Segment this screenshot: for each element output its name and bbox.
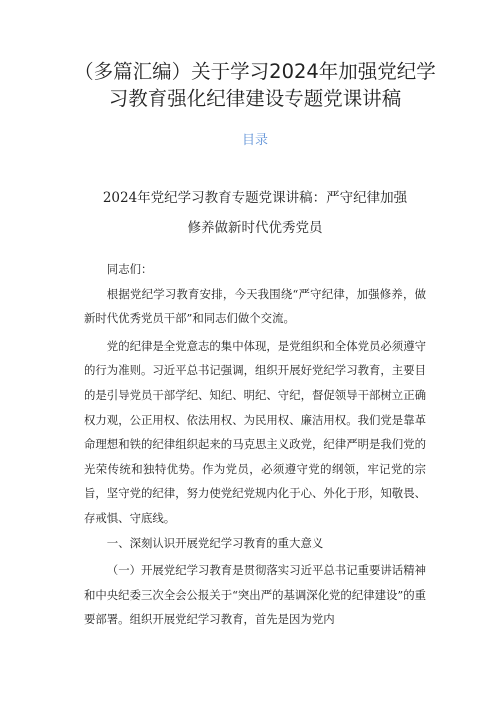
body-paragraph: （一）开展党纪学习教育是贯彻落实习近平总书记重要讲话精神和中央纪委三次全会公报关于“突出严的基调深化党的纪律建设”的重要部署。组织开展党纪学习教育，首先是因为党内 <box>84 563 426 627</box>
document-body <box>84 257 426 632</box>
title-line-1: （多篇汇编）关于学习2024年加强党纪学 <box>74 60 436 83</box>
title-line-2: 习教育强化纪律建设专题党课讲稿 <box>108 87 402 110</box>
section-heading: 一、深刻认识开展党纪学习教育的重大意义 <box>106 535 324 550</box>
toc-link[interactable]: 目录 <box>241 133 268 148</box>
section-title <box>78 183 432 243</box>
body-paragraph: 根据党纪学习教育安排，今天我围绕“严守纪律，加强修养，做新时代优秀党员干部”和同志们做个交流。 <box>84 286 426 326</box>
section-title-line-2: 修养做新时代优秀党员 <box>187 220 323 236</box>
section-title-line-1: 2024年党纪学习教育专题党课讲稿：严守纪律加强 <box>102 190 408 206</box>
document-title <box>70 0 440 112</box>
greeting-paragraph: 同志们： <box>106 262 153 276</box>
body-paragraph: 党的纪律是全党意志的集中体现，是党组织和全体党员必须遵守的行为准则。习近平总书记强调，组织开展好党纪学习教育，主要目的是引导党员干部学纪、知纪、明纪、守纪，督促领导干部树立正确权力观，公正用权、依法用权、为民用权、廉洁用权。我们党是靠革命理想和铁的纪律组织起来的马克思主义政党，纪律严明是我们党的光荣传统和独特优势。作为党员，必须遵守党的纲领，牢记党的宗旨，坚守党的纪律，努力使党纪党规内化于心、外化于形，知敬畏、存戒惧、守底线。 <box>84 338 426 525</box>
